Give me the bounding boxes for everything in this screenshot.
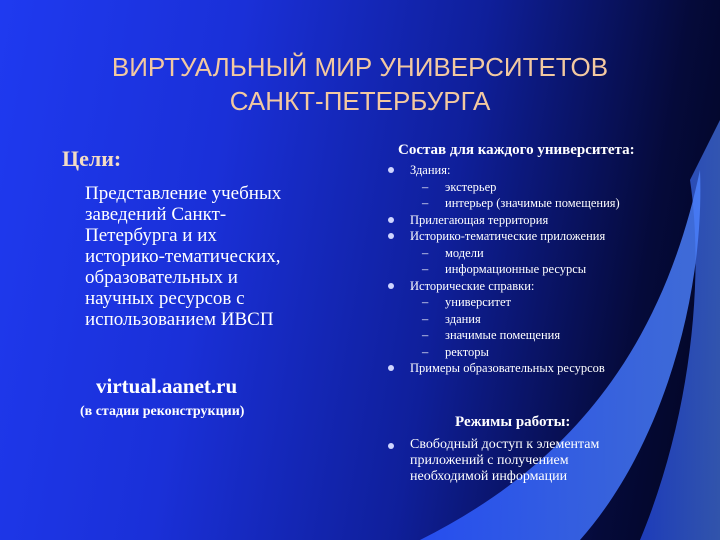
- sub-list-item-label: интерьер (значимые помещения): [445, 196, 620, 210]
- reconstruction-note: (в стадии реконструкции): [80, 404, 245, 419]
- title-line-1: ВИРТУАЛЬНЫЙ МИР УНИВЕРСИТЕТОВ: [111, 52, 609, 82]
- goals-heading: Цели:: [62, 146, 122, 171]
- list-item-label: Историко-тематические приложения: [410, 229, 606, 243]
- sub-list-item: [385, 344, 705, 361]
- dash-icon: –: [422, 295, 429, 309]
- dash-icon: –: [422, 262, 429, 276]
- list-item: [385, 228, 705, 245]
- goals-text: [85, 183, 315, 330]
- list-item-label: Исторические справки:: [410, 278, 535, 293]
- list-item: [385, 162, 705, 179]
- sub-list-item: [385, 179, 705, 196]
- composition-heading: Состав для каждого университета:: [398, 142, 635, 158]
- dash-icon: –: [422, 245, 429, 260]
- list-item: [385, 278, 705, 295]
- goals-line: историко-тематических,: [85, 246, 281, 267]
- goals-line: Представление учебных: [85, 183, 282, 204]
- sub-list-item: [385, 261, 705, 278]
- sub-list-item: [385, 327, 705, 344]
- goals-line: использованием ИВСП: [85, 309, 274, 330]
- sub-list-item: [385, 311, 705, 328]
- list-item-label: Прилегающая территория: [410, 212, 549, 227]
- goals-line: научных ресурсов с: [85, 288, 245, 309]
- goals-line: заведений Санкт-: [85, 204, 227, 225]
- sub-list-item-label: ректоры: [445, 344, 489, 359]
- sub-list-item-label: модели: [445, 245, 484, 260]
- modes-heading: Режимы работы:: [455, 414, 571, 430]
- list-item: [385, 212, 705, 229]
- list-item-label: Здания:: [410, 163, 451, 177]
- sub-list-item: [385, 245, 705, 262]
- title-line-2: САНКТ-ПЕТЕРБУРГА: [229, 86, 491, 116]
- dash-icon: –: [422, 196, 429, 210]
- slide-title: [40, 50, 680, 118]
- list-item-label: Примеры образовательных ресурсов: [410, 361, 605, 375]
- bullet-icon: [388, 443, 394, 449]
- sub-list-item-label: значимые помещения: [445, 328, 561, 342]
- dash-icon: –: [422, 328, 429, 342]
- goals-line: образовательных и: [85, 267, 238, 288]
- sub-list-item: [385, 195, 705, 212]
- modes-line: необходимой информации: [410, 469, 568, 484]
- dash-icon: –: [422, 344, 429, 359]
- composition-list: [385, 162, 705, 377]
- goals-line: Петербурга и их: [85, 225, 217, 246]
- dash-icon: –: [422, 179, 429, 194]
- modes-item: [385, 437, 670, 485]
- modes-line: Свободный доступ к элементам: [410, 437, 600, 452]
- sub-list-item-label: информационные ресурсы: [445, 262, 587, 276]
- modes-line: приложений с получением: [410, 453, 569, 468]
- sub-list-item-label: экстерьер: [445, 179, 497, 194]
- site-url: virtual.aanet.ru: [96, 374, 238, 398]
- sub-list-item-label: университет: [445, 295, 511, 309]
- dash-icon: –: [422, 311, 429, 326]
- list-item: [385, 360, 705, 377]
- sub-list-item: [385, 294, 705, 311]
- sub-list-item-label: здания: [445, 311, 481, 326]
